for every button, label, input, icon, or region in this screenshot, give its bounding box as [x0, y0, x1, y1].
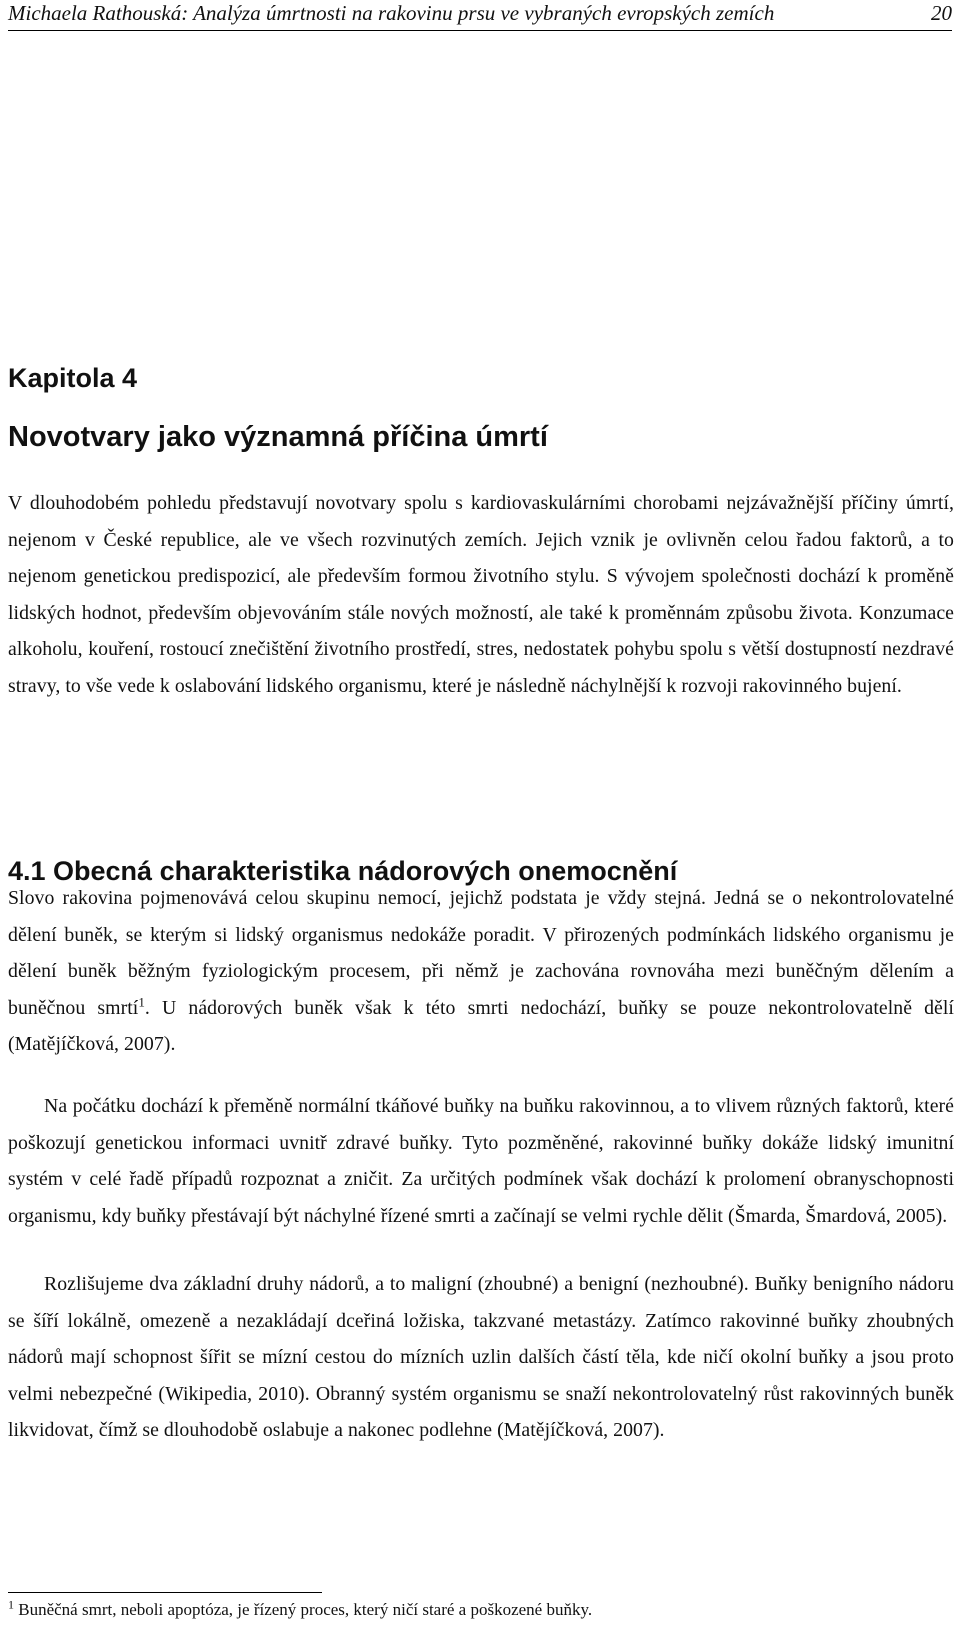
paragraph-text: . U nádorových buněk však k této smrti nedochází, buňky se pouze nekontrolovatelně dělí (Matějíčková, 2007). — [8, 996, 954, 1056]
chapter-label: Kapitola 4 — [8, 363, 138, 393]
intro-paragraph: V dlouhodobém pohledu představují novotvary spolu s kardiovaskulárními chorobami nejzávažnější příčiny úmrtí, nejenom v České republice, ale ve všech rozvinutých zemích. Jejich vznik je ovlivněn celou řadou faktorů, a to nejenom genetickou predispozicí, ale především formou životního stylu. S vývojem společnosti dochází k proměně lidských hodnot, především objevováním stále nových možností, ale také k proměnnám způsobu života. Konzumace alkoholu, kouření, rostoucí znečištění životního prostředí, stres, nedostatek pohybu spolu s větší dostupností nezdravé stravy, to vše vede k oslabování lidského organismu, které je následně náchylnější k rozvoji rakovinného bujení. — [8, 492, 954, 697]
section-paragraph-1 — [8, 880, 954, 1063]
footnote-reference: 1 — [138, 994, 145, 1010]
chapter-title: Novotvary jako významná příčina úmrtí — [8, 421, 548, 453]
footnote-text: Buněčná smrt, neboli apoptóza, je řízený proces, který ničí staré a poškozené buňky. — [14, 1600, 593, 1619]
header-title: Michaela Rathouská: Analýza úmrtnosti na rakovinu prsu ve vybraných evropských zemích — [8, 1, 775, 25]
footnote — [8, 1599, 592, 1621]
paragraph-text: Slovo rakovina pojmenovává celou skupinu nemocí, jejichž podstata je vždy stejná. Jedná se o nekontrolovatelné dělení buněk, se kterým si lidský organismus nedokáže poradit. V přirozených podmínkách lidského organismu je dělení buněk běžným fyziologickým procesem, při němž je zachována rovnováha mezi buněčným dělením a buněčnou smrtí — [8, 887, 954, 1019]
running-header — [8, 0, 952, 31]
section-paragraph-3: Rozlišujeme dva základní druhy nádorů, a to maligní (zhoubné) a benigní (nezhoubné). Buňky benigního nádoru se šíří lokálně, omezeně a nezakládají dceřiná ložiska, takzvané metastázy. Zatímco rakovinné buňky zhoubných nádorů mají schopnost šířit se mízní cestou do mízních uzlin dalších částí těla, kde ničí okolní buňky a jsou proto velmi nebezpečné (Wikipedia, 2010). Obranný systém organismu se snaží nekontrolovatelný růst rakovinných buněk likvidovat, čímž se dlouhodobě oslabuje a nakonec podlehne (Matějíčková, 2007). — [8, 1273, 954, 1442]
page-number: 20 — [931, 1, 952, 25]
section-title: 4.1 Obecná charakteristika nádorových onemocnění — [8, 856, 678, 886]
footnote-mark: 1 — [8, 1597, 14, 1612]
footnote-divider — [8, 1592, 322, 1593]
section-paragraph-2: Na počátku dochází k přeměně normální tkáňové buňky na buňku rakovinnou, a to vlivem různých faktorů, které poškozují genetickou informaci uvnitř zdravé buňky. Tyto pozměněné, rakovinné buňky dokáže lidský imunitní systém v celé řadě případů rozpoznat a zničit. Za určitých podmínek však dochází k prolomení obranyschopnosti organismu, kdy buňky přestávají být náchylné řízené smrti a začínají se velmi rychle dělit (Šmarda, Šmardová, 2005). — [8, 1095, 954, 1227]
